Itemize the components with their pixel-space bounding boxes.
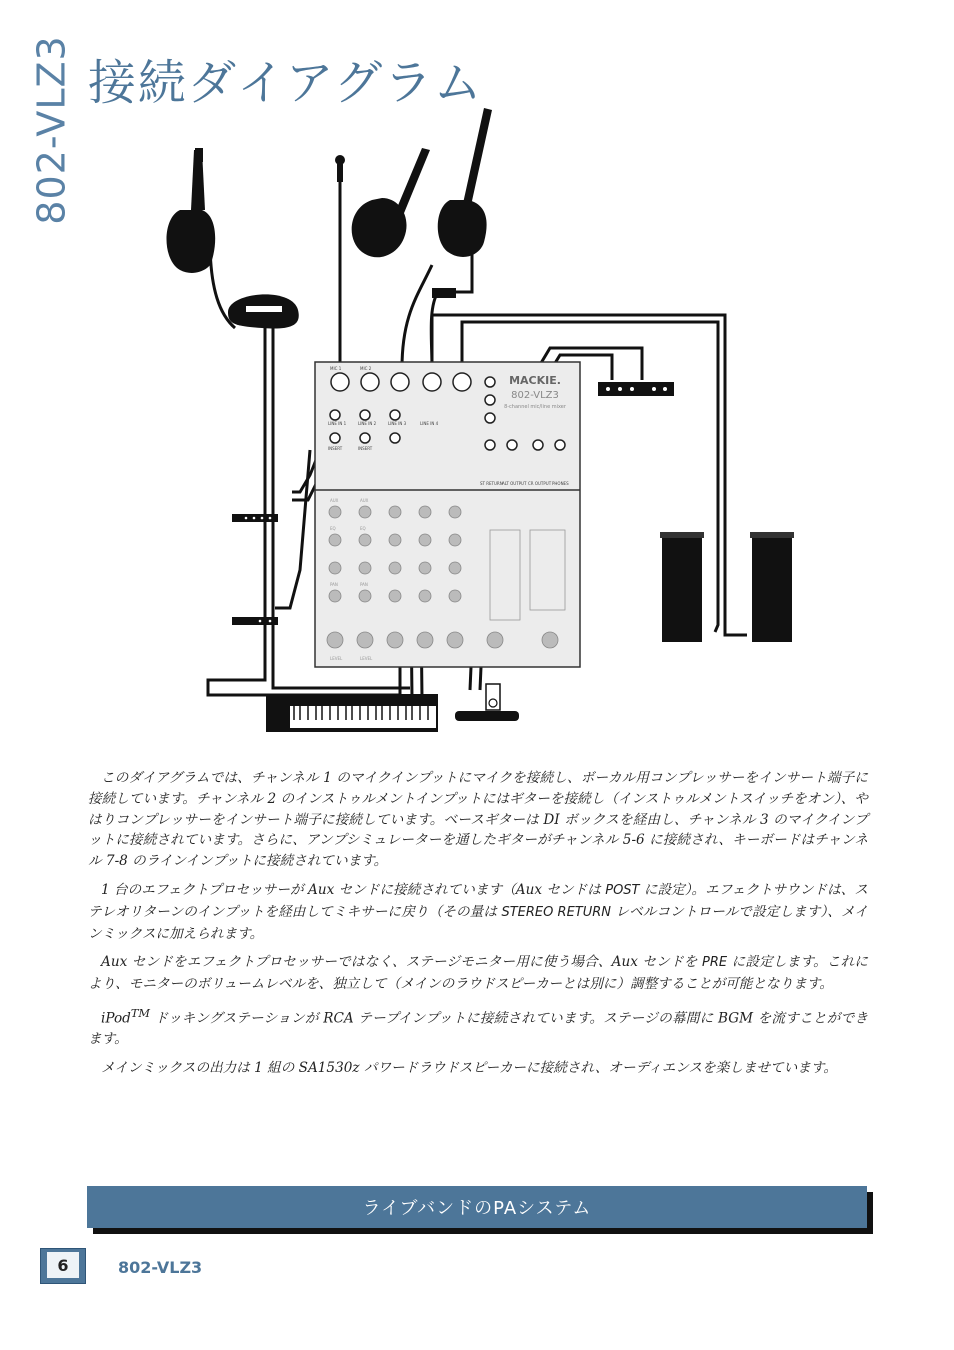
- page-number: 6: [47, 1252, 79, 1278]
- svg-text:LEVEL: LEVEL: [360, 656, 373, 661]
- svg-text:MIC 2: MIC 2: [360, 366, 372, 371]
- svg-text:ST RETURN: ST RETURN: [480, 481, 503, 486]
- page-title: 接続ダイアグラム: [88, 55, 484, 111]
- mixer-model: 802-VLZ3: [511, 390, 559, 401]
- loudspeaker-right: [750, 532, 794, 642]
- svg-text:PHONES: PHONES: [552, 481, 569, 486]
- svg-text:EQ: EQ: [360, 526, 366, 531]
- svg-text:EQ: EQ: [330, 526, 336, 531]
- svg-text:INSERT: INSERT: [328, 446, 343, 451]
- di-box-icon: [432, 288, 456, 298]
- guitar-electric-left: [167, 148, 216, 273]
- paragraph-3: Aux センドをエフェクトプロセッサーではなく、ステージモニター用に使う場合、Aux センドを PRE に設定します。これにより、モニターのボリュームレベルを、独立して（メインのラウドスピーカーとは別に）調整することが可能となります。: [88, 954, 868, 993]
- mixer-logo: MACKIE.: [509, 374, 561, 387]
- vocal-microphone: [335, 155, 345, 182]
- compressor-lower: [232, 617, 278, 625]
- footer-model: 802-VLZ3: [118, 1258, 203, 1277]
- svg-text:AUX: AUX: [360, 498, 369, 503]
- effects-processor: [598, 382, 674, 396]
- svg-text:INSERT: INSERT: [358, 446, 373, 451]
- svg-text:CR OUTPUT: CR OUTPUT: [528, 481, 552, 486]
- svg-text:AUX: AUX: [330, 498, 339, 503]
- section-banner-label: ライブバンドのPAシステム: [362, 1198, 592, 1219]
- keyboard: [266, 694, 438, 732]
- loudspeaker-left: [660, 532, 704, 642]
- svg-text:LINE IN 2: LINE IN 2: [358, 421, 377, 426]
- mixer-subtitle: 8-channel mic/line mixer: [504, 404, 566, 410]
- page-number-box: [40, 1248, 86, 1284]
- svg-text:LINE IN 1: LINE IN 1: [328, 421, 347, 426]
- paragraph-4: iPod™ ドッキングステーションが RCA テープインプットに接続されています。ステージの幕間に BGM を流すことができます。: [88, 1005, 868, 1048]
- svg-text:LEVEL: LEVEL: [330, 656, 343, 661]
- mixer-802-vlz3: [315, 362, 580, 667]
- guitar-acoustic: [352, 148, 430, 257]
- svg-text:MIC 1: MIC 1: [330, 366, 342, 371]
- paragraph-2: 1 台のエフェクトプロセッサーが Aux センドに接続されています（Aux センドは POST に設定）。エフェクトサウンドは、ステレオリターンのインプットを経由してミキサーに戻り（その量は STEREO RETURN レベルコントロールで設定します）、メインミックスに加えられます。: [88, 881, 868, 942]
- body-text: [88, 768, 868, 1087]
- svg-text:PAN: PAN: [360, 582, 368, 587]
- paragraph-1: [88, 768, 868, 872]
- svg-text:LINE IN 4: LINE IN 4: [420, 421, 439, 426]
- side-model-text: 802-VLZ3: [30, 35, 75, 225]
- side-model-label: [22, 35, 82, 225]
- svg-text:ALT OUTPUT: ALT OUTPUT: [502, 481, 527, 486]
- paragraph-1-text: このダイアグラムでは、チャンネル 1 のマイクインプットにマイクを接続し、ボーカル用コンプレッサーをインサート端子に接続しています。チャンネル 2 のインストゥルメントインプットにはギターを接続し（インストゥルメントスイッチをオン）、やはりコンプレッサーをインサート端子に接続しています。ベースギターは DI ボックスを経由し、チャンネル 3 のマイクインプットに接続されています。さらに、アンプシミュレーターを通したギターがチャンネル 5-6 に接続され、キーボードはチャンネル 7-8 のラインインプットに接続されています。: [88, 770, 868, 870]
- svg-text:PAN: PAN: [330, 582, 338, 587]
- compressor-upper: [232, 514, 278, 522]
- paragraph-5: メインミックスの出力は 1 組の SA1530z パワードラウドスピーカーに接続され、オーディエンスを楽しませています。: [101, 1060, 837, 1077]
- svg-text:LINE IN 3: LINE IN 3: [388, 421, 407, 426]
- ipod-dock: [455, 684, 519, 721]
- guitar-bass: [438, 108, 492, 257]
- amp-simulator-pedal: [228, 294, 299, 328]
- connection-diagram: [150, 100, 810, 740]
- section-banner: [87, 1186, 867, 1228]
